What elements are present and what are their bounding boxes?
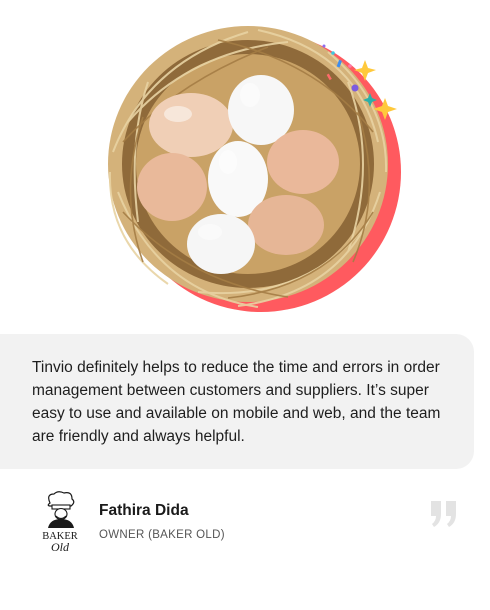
logo-text-old: Old: [51, 540, 69, 554]
logo-text-baker: BAKER: [42, 531, 78, 542]
eggs-in-nest-illustration: [88, 22, 408, 322]
testimonial-card: [0, 334, 474, 469]
author-role: OWNER (BAKER OLD): [99, 529, 225, 541]
baker-chef-logo: [32, 490, 88, 554]
testimonial-quote: Tinvio definitely helps to reduce the time and errors in order management between customers and suppliers. It’s super easy to use and available on mobile and web, and the team are friendly and always helpful.: [32, 359, 441, 445]
closing-quote-icon: [430, 501, 458, 527]
testimonial-author: [32, 490, 462, 560]
author-name: Fathira Dida: [99, 502, 189, 519]
